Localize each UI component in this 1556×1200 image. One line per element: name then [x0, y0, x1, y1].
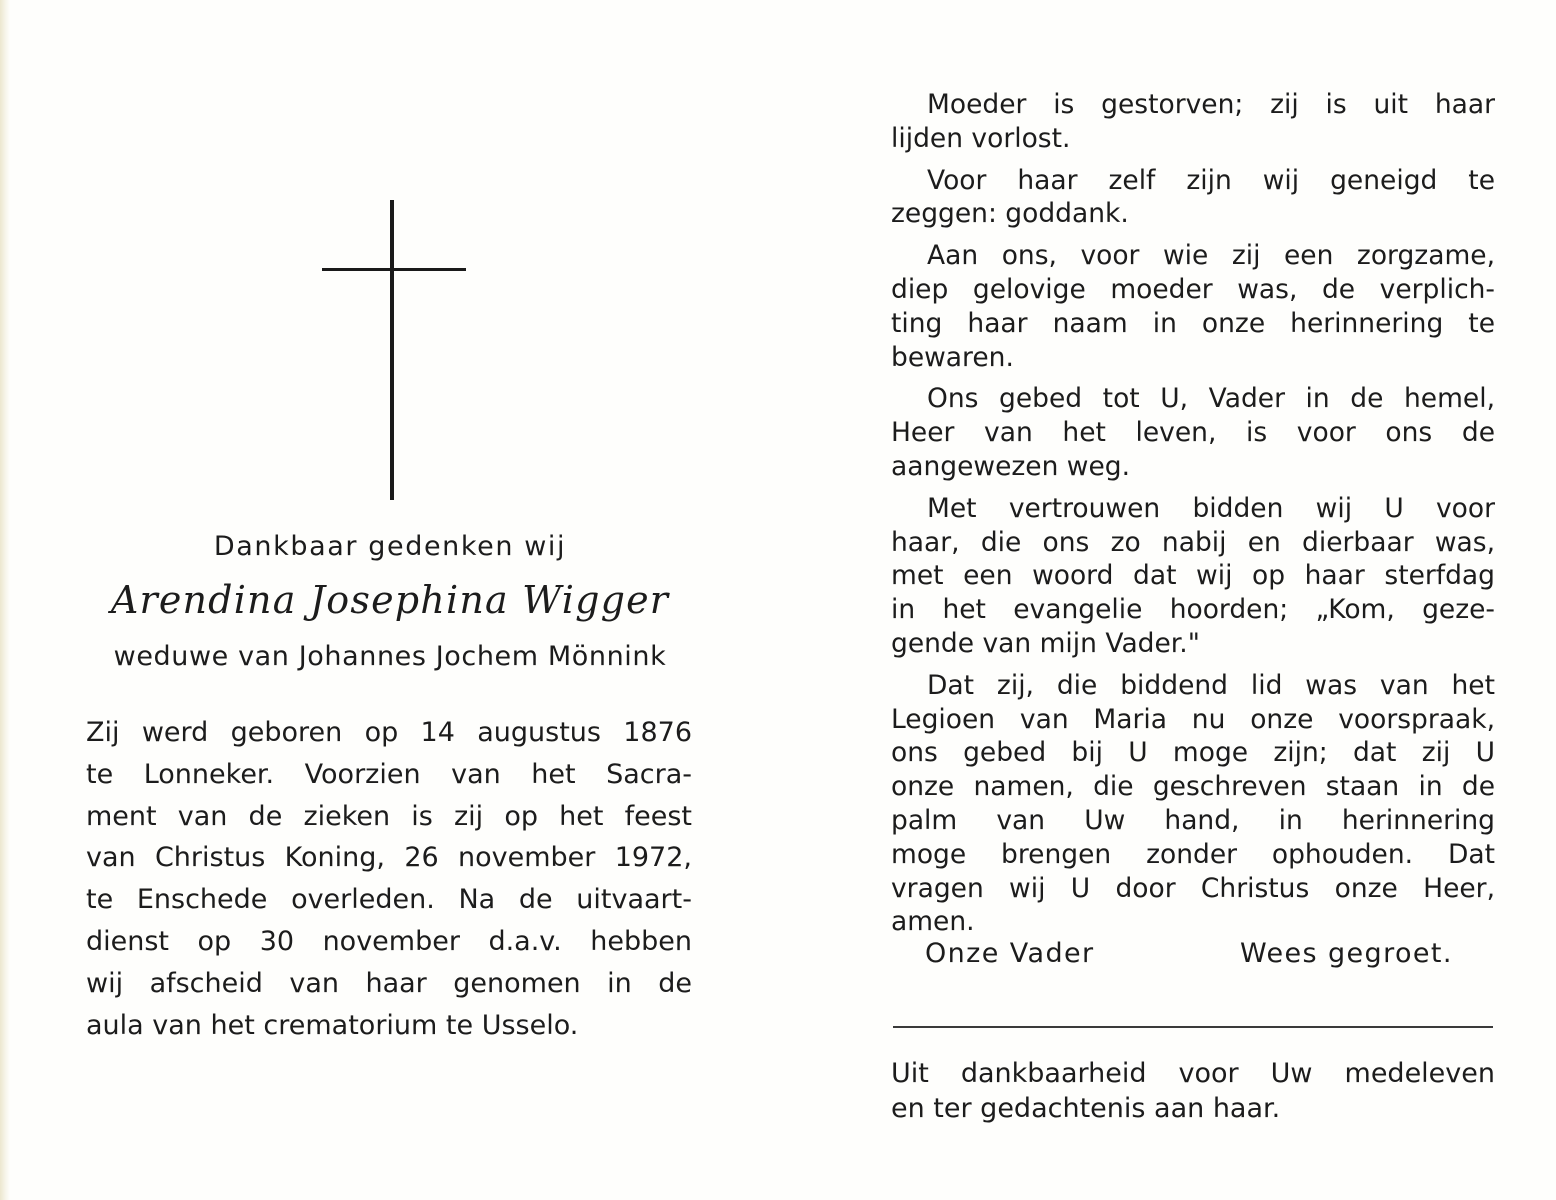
paragraph-line: bewaren.: [891, 341, 1014, 373]
paragraph: [891, 88, 1495, 156]
paragraph-line: haar, die ons zo nabij en dierbaar was,: [891, 526, 1495, 558]
bio-line: te Enschede overleden. Na de uitvaart-: [86, 884, 692, 916]
paragraph-line: Legioen van Maria nu onze voorspraak,: [891, 703, 1495, 735]
paragraph: [891, 382, 1495, 483]
paragraph-line: palm van Uw hand, in herinnering: [891, 804, 1495, 836]
paragraph-line: Aan ons, voor wie zij een zorgzame,: [927, 240, 1495, 272]
prayer-wees-gegroet: Wees gegroet.: [1240, 938, 1453, 969]
paragraph-line: Met vertrouwen bidden wij U voor: [927, 492, 1495, 524]
paragraph-line: Heer van het leven, is voor ons de: [891, 417, 1495, 449]
bio-line: van Christus Koning, 26 november 1972,: [86, 842, 692, 874]
paragraph-line: met een woord dat wij op haar sterfdag: [891, 560, 1495, 592]
bio-line: Zij werd geboren op 14 augustus 1876: [86, 717, 692, 748]
bio-line: ment van de zieken is zij op het feest: [86, 800, 692, 832]
paragraph-line: moge brengen zonder ophouden. Dat: [891, 838, 1495, 870]
paragraph-line: diep gelovige moeder was, de verplich-: [891, 273, 1495, 305]
paragraph-line: ons gebed bij U moge zijn; dat zij U: [891, 737, 1495, 769]
paragraph: [891, 492, 1495, 661]
paragraph-line: vragen wij U door Christus onze Heer,: [891, 872, 1495, 904]
biography: [86, 712, 692, 1046]
paragraph-line: amen.: [891, 906, 975, 938]
bio-line: wij afscheid van haar genomen in de: [86, 967, 692, 999]
paragraph-line: Moeder is gestorven; zij is uit haar: [927, 89, 1495, 120]
prayer-text: [891, 88, 1495, 947]
cross-icon: [390, 200, 394, 500]
paragraph-line: in het evangelie hoorden; „Kom, geze-: [891, 594, 1495, 626]
widow-line: weduwe van Johannes Jochem Mönnink: [113, 641, 667, 672]
paragraph-line: aangewezen weg.: [891, 450, 1131, 482]
paragraph-line: ting haar naam in onze herinnering te: [891, 307, 1495, 339]
cross-icon-bar: [322, 268, 466, 271]
paragraph-line: gende van mijn Vader.": [891, 627, 1200, 659]
divider-line: [893, 1026, 1493, 1028]
paragraph-line: Dat zij, die biddend lid was van het: [927, 669, 1495, 701]
deceased-name: Arendina Josephina Wigger: [110, 578, 670, 622]
paragraph-line: onze namen, die geschreven staan in de: [891, 771, 1495, 803]
prayer-onze-vader: Onze Vader: [925, 938, 1095, 969]
bio-line: aula van het crematorium te Usselo.: [86, 1009, 579, 1041]
card-edge-shade: [0, 0, 10, 1200]
paragraph-line: Ons gebed tot U, Vader in de hemel,: [927, 383, 1495, 415]
paragraph: [891, 239, 1495, 374]
bio-line: te Lonneker. Voorzien van het Sacra-: [86, 758, 692, 790]
paragraph: [891, 669, 1495, 939]
paragraph-line: Voor haar zelf zijn wij geneigd te: [927, 164, 1495, 196]
paragraph: [891, 164, 1495, 232]
paragraph-line: zeggen: goddank.: [891, 198, 1129, 230]
bio-line: dienst op 30 november d.a.v. hebben: [86, 925, 692, 957]
intro-line: Dankbaar gedenken wij: [213, 531, 567, 562]
thanks-line: en ter gedachtenis aan haar.: [891, 1093, 1281, 1124]
thanks-note: [891, 1056, 1495, 1126]
paragraph-line: lijden vorlost.: [891, 122, 1071, 154]
thanks-line: Uit dankbaarheid voor Uw medeleven: [891, 1058, 1495, 1089]
